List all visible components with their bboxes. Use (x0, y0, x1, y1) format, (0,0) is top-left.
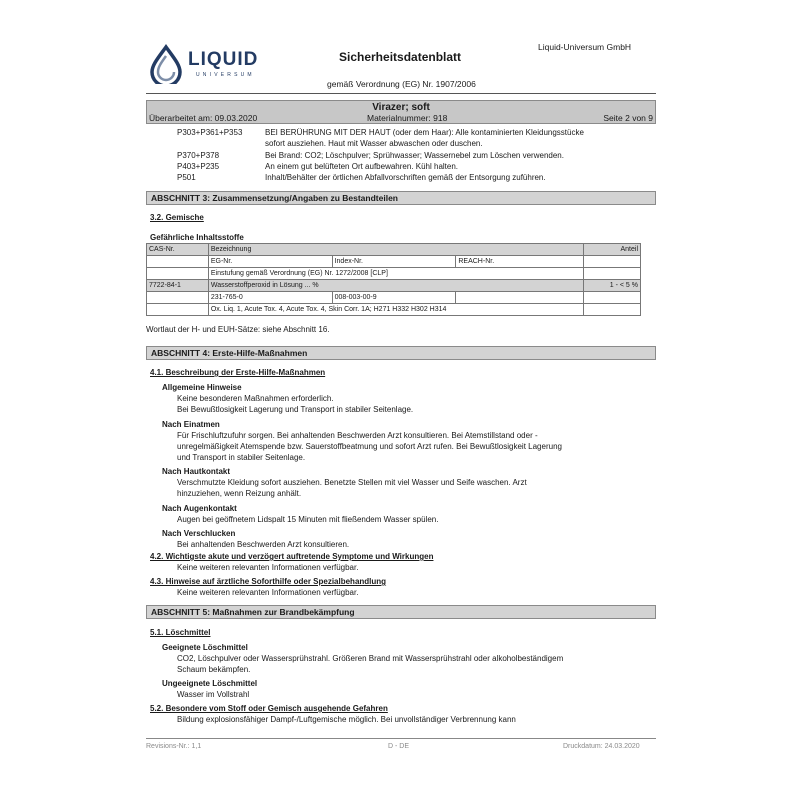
table-cell (147, 304, 209, 316)
index-number-cell: 008-003-00-9 (332, 292, 456, 304)
table-header-cell: Bezeichnung (208, 244, 583, 256)
subsection-3-2-heading: 3.2. Gemische (150, 213, 204, 222)
droplet-logo-icon (146, 44, 186, 84)
p-statement-code: P303+P361+P353 (177, 128, 243, 137)
general-notes-label: Allgemeine Hinweise (162, 383, 242, 392)
table-cell (584, 268, 641, 280)
table-cell (147, 292, 209, 304)
subsection-5-1-heading: 5.1. Löschmittel (150, 628, 211, 637)
subsection-4-3-heading: 4.3. Hinweise auf ärztliche Soforthilfe oder Spezialbehandlung (150, 577, 387, 586)
general-notes-text: Keine besonderen Maßnahmen erforderlich. (177, 394, 334, 403)
print-date: Druckdatum: 24.03.2020 (563, 743, 640, 750)
table-header-cell: Anteil (584, 244, 641, 256)
footer-divider (146, 738, 656, 739)
clp-classification-cell: Ox. Liq. 1, Acute Tox. 4, Acute Tox. 4, Skin Corr. 1A; H271 H332 H302 H314 (208, 304, 583, 316)
table-header-cell: REACH-Nr. (456, 256, 584, 268)
cas-number-cell: 7722-84-1 (147, 280, 209, 292)
section-4-heading: ABSCHNITT 4: Erste-Hilfe-Maßnahmen (146, 346, 656, 360)
ingestion-text: Bei anhaltenden Beschwerden Arzt konsultieren. (177, 540, 350, 549)
logo-wordmark: LIQUID (188, 49, 259, 70)
skin-contact-label: Nach Hautkontakt (162, 467, 231, 476)
skin-contact-text: Verschmutzte Kleidung sofort ausziehen. Benetzte Stellen mit viel Wasser und Seife waschen. Arzt (177, 478, 527, 487)
inhalation-text: unregelmäßigkeit Atemspende bzw. Sauerstoffbeatmung und sofort Arzt rufen. Bei Bewußtlosigkeit Lagerung (177, 442, 562, 451)
table-cell (147, 256, 209, 268)
document-title: Sicherheitsdatenblatt (339, 50, 462, 64)
table-header-cell: Index-Nr. (332, 256, 456, 268)
product-name: Virazer; soft (372, 102, 430, 113)
table-row (147, 280, 641, 292)
table-row (147, 292, 641, 304)
table-row (147, 268, 641, 280)
revision-date: Überarbeitet am: 09.03.2020 (149, 113, 258, 123)
company-logo (146, 44, 276, 90)
page-number: Seite 2 von 9 (603, 113, 653, 123)
subsection-4-2-heading: 4.2. Wichtigste akute und verzögert auftretende Symptome und Wirkungen (150, 552, 434, 561)
subsection-4-2-text: Keine weiteren relevanten Informationen verfügbar. (177, 563, 359, 572)
table-cell (584, 304, 641, 316)
p-statement-code: P501 (177, 173, 196, 182)
subsection-4-3-text: Keine weiteren relevanten Informationen verfügbar. (177, 588, 359, 597)
table-row (147, 256, 641, 268)
p-statement-code: P403+P235 (177, 162, 220, 171)
p-statement-text: BEI BERÜHRUNG MIT DER HAUT (oder dem Haar): Alle kontaminierten Kleidungsstücke (265, 128, 584, 137)
suitable-extinguishing-text: CO2, Löschpulver oder Wassersprühstrahl. Größeren Brand mit Wassersprühstrahl oder alkoholbeständigem (177, 654, 564, 663)
unsuitable-extinguishing-text: Wasser im Vollstrahl (177, 690, 250, 699)
company-name: Liquid-Universum GmbH (538, 42, 632, 52)
hazardous-ingredients-title: Gefährliche Inhaltsstoffe (150, 233, 244, 242)
skin-contact-text: hinzuziehen, wenn Reizung anhält. (177, 489, 302, 498)
table-cell (584, 292, 641, 304)
general-notes-text: Bei Bewußtlosigkeit Lagerung und Transport in stabiler Seitenlage. (177, 405, 414, 414)
hazardous-ingredients-table (146, 243, 641, 316)
h-statement-note: Wortlaut der H- und EUH-Sätze: siehe Abschnitt 16. (146, 325, 330, 334)
table-cell (147, 268, 209, 280)
table-row (147, 304, 641, 316)
eye-contact-label: Nach Augenkontakt (162, 504, 237, 513)
table-header-cell: EG-Nr. (208, 256, 332, 268)
unsuitable-extinguishing-label: Ungeeignete Löschmittel (162, 679, 258, 688)
inhalation-text: und Transport in stabiler Seitenlage. (177, 453, 306, 462)
section-5-heading: ABSCHNITT 5: Maßnahmen zur Brandbekämpfung (146, 605, 656, 619)
suitable-extinguishing-label: Geeignete Löschmittel (162, 643, 248, 652)
material-number: Materialnummer: 918 (367, 113, 448, 123)
language-code: D - DE (388, 743, 409, 750)
suitable-extinguishing-text: Schaum bekämpfen. (177, 665, 251, 674)
reach-number-cell (456, 292, 584, 304)
product-header-bar (146, 100, 656, 124)
subsection-4-1-heading: 4.1. Beschreibung der Erste-Hilfe-Maßnahmen (150, 368, 326, 377)
inhalation-label: Nach Einatmen (162, 420, 220, 429)
table-header-cell: Einstufung gemäß Verordnung (EG) Nr. 1272/2008 [CLP] (208, 268, 583, 280)
p-statement-text: An einem gut belüfteten Ort aufbewahren. Kühl halten. (265, 162, 459, 171)
concentration-cell: 1 - < 5 % (584, 280, 641, 292)
header-divider (146, 93, 656, 94)
eg-number-cell: 231-765-0 (208, 292, 332, 304)
regulation-reference: gemäß Verordnung (EG) Nr. 1907/2006 (327, 79, 476, 89)
eye-contact-text: Augen bei geöffnetem Lidspalt 15 Minuten mit fließendem Wasser spülen. (177, 515, 439, 524)
section-3-heading: ABSCHNITT 3: Zusammensetzung/Angaben zu Bestandteilen (146, 191, 656, 205)
subsection-5-2-heading: 5.2. Besondere vom Stoff oder Gemisch ausgehende Gefahren (150, 704, 388, 713)
p-statement-text: Inhalt/Behälter der örtlichen Abfallvorschriften gemäß der Entsorgung zuführen. (265, 173, 546, 182)
table-header-cell: CAS-Nr. (147, 244, 209, 256)
substance-name-cell: Wasserstoffperoxid in Lösung ... % (208, 280, 583, 292)
table-cell (584, 256, 641, 268)
p-statement-code: P370+P378 (177, 151, 220, 160)
table-row (147, 244, 641, 256)
ingestion-label: Nach Verschlucken (162, 529, 236, 538)
p-statement-text: Bei Brand: CO2; Löschpulver; Sprühwasser; Wassernebel zum Löschen verwenden. (265, 151, 564, 160)
revision-number: Revisions-Nr.: 1,1 (146, 743, 202, 750)
inhalation-text: Für Frischluftzufuhr sorgen. Bei anhaltenden Beschwerden Arzt konsultieren. Bei Atemstillstand oder - (177, 431, 538, 440)
p-statement-text: sofort ausziehen. Haut mit Wasser abwaschen oder duschen. (265, 139, 483, 148)
logo-subtitle: UNIVERSUM (196, 72, 255, 78)
subsection-5-2-text: Bildung explosionsfähiger Dampf-/Luftgemische möglich. Bei unvollständiger Verbrennung kann (177, 715, 516, 724)
